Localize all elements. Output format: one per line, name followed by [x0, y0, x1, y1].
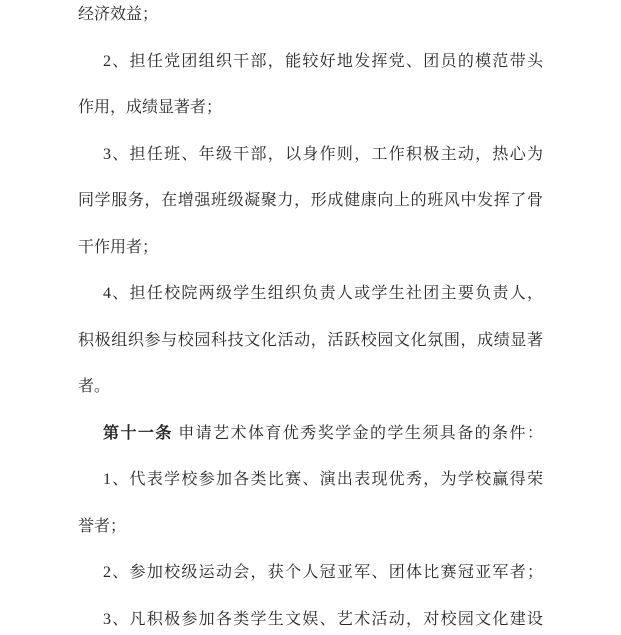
article-number-bold: 第十一条: [103, 424, 173, 442]
text-line-paragraph-end: 作用，成绩显著者；: [78, 99, 223, 116]
article-heading-text: 申请艺术体育优秀奖学金的学生须具备的条件：: [172, 424, 543, 442]
text-line-continuation: 积极组织参与校园科技文化活动，活跃校园文化氛围，成绩显著: [78, 331, 543, 349]
text-line-paragraph-end: 经济效益；: [78, 6, 159, 23]
article-heading-line: [78, 411, 543, 458]
text-line-paragraph-end: 者。: [78, 378, 111, 395]
document-text: [78, 0, 543, 635]
text-line-item-3b: 3、凡积极参加各类学生文娱、艺术活动，对校园文化建设: [103, 610, 543, 628]
text-line-item-4: 4、担任校院两级学生组织负责人或学生社团主要负责人，: [103, 285, 543, 302]
text-line-item-2b: 2、参加校级运动会，获个人冠亚军、团体比赛冠亚军者；: [103, 564, 543, 581]
text-line-continuation: 同学服务，在增强班级凝聚力，形成健康向上的班风中发挥了骨: [78, 192, 543, 209]
text-line-item-1: 1、代表学校参加各类比赛、演出表现优秀，为学校赢得荣: [103, 471, 543, 488]
text-line-paragraph-end: 干作用者；: [78, 238, 159, 256]
text-line-item-3: 3、担任班、年级干部，以身作则，工作积极主动，热心为: [103, 145, 543, 163]
text-line-item-2: 2、担任党团组织干部，能较好地发挥党、团员的模范带头: [103, 52, 543, 70]
text-line-paragraph-end: 誉者；: [78, 517, 127, 535]
